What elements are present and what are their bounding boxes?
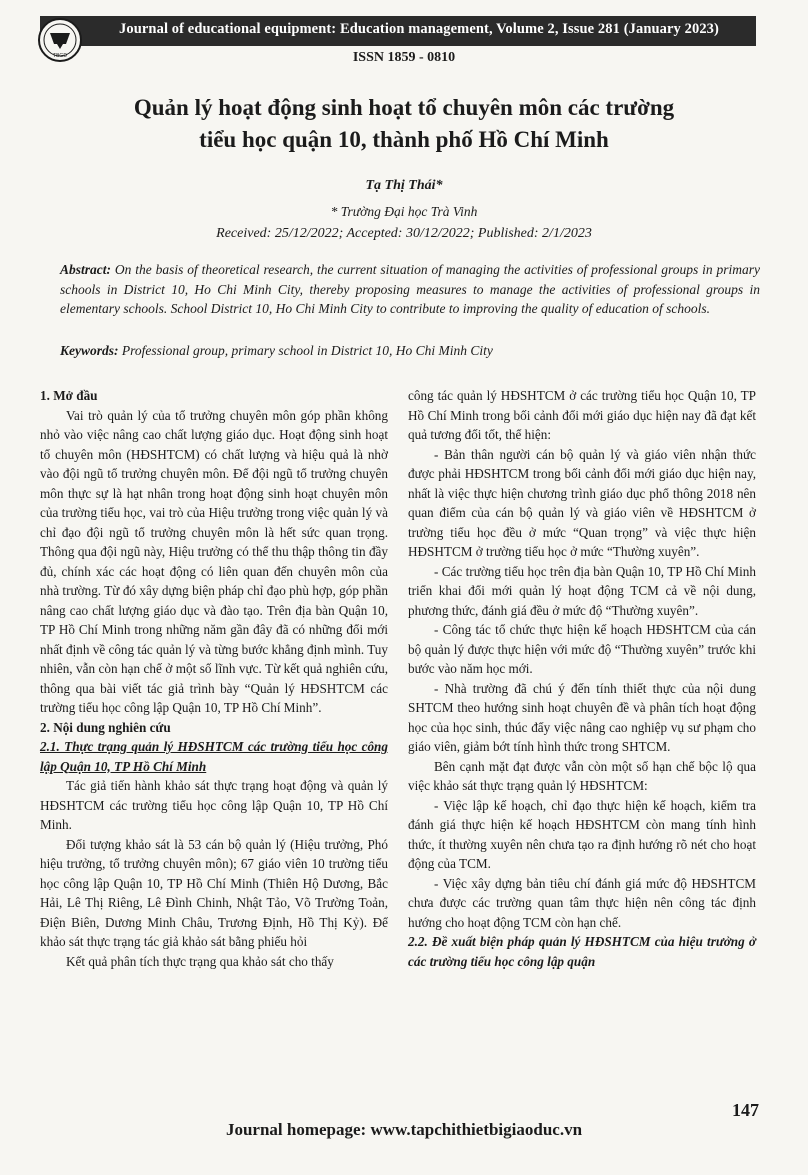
abstract-label: Abstract: <box>60 262 112 277</box>
abstract <box>60 260 760 319</box>
section-heading-content: 2. Nội dung nghiên cứu <box>40 719 171 735</box>
paragraph: Tác giả tiến hành khảo sát thực trạng hoạt động và quản lý HĐSHTCM các trường tiểu học công lập Quận 10, TP Hồ Chí Minh. <box>40 778 388 832</box>
section-heading-intro: 1. Mở đầu <box>40 388 98 403</box>
article-title <box>40 92 768 156</box>
paragraph: Vai trò quản lý của tổ trưởng chuyên môn góp phần không nhỏ vào việc nâng cao chất lượng giáo dục. Hoạt động sinh hoạt tổ chuyên môn (HĐSHTCM) có chất lượng và hiệu quả là nhờ vào đội ngũ tổ trưởng chuyên môn. Để đội ngũ tổ trưởng chuyên môn thực sự là hạt nhân trong hoạt động sinh hoạt chuyên môn của trường tiểu học, vai trò của Hiệu trưởng trong việc quản lý và chỉ đạo đội ngũ tổ trưởng chuyên môn là hết sức quan trọng. Thông qua đội ngũ này, Hiệu trưởng có thể thu thập thông tin đầy đủ, chính xác các hoạt động có liên quan đến chuyên môn của nhà trường. Từ đó xây dựng biện pháp chỉ đạo phù hợp, góp phần nâng cao chất lượng giáo dục và đào tạo. Trên địa bàn Quận 10, TP Hồ Chí Minh trong những năm gần đây đã có những đổi mới nhất định về công tác quản lý và từng bước khẳng định mình. Tuy nhiên, vẫn còn hạn chế ở một số lĩnh vực. Từ kết quả nghiên cứu, thông qua bài viết tác giả trình bày “Quản lý HĐSHTCM các trường tiểu học công lập Quận 10, TP Hồ Chí Minh”. <box>40 407 388 715</box>
keywords <box>60 343 760 359</box>
right-column <box>408 386 756 971</box>
publication-dates: Received: 25/12/2022; Accepted: 30/12/2022; Published: 2/1/2023 <box>216 226 592 241</box>
paragraph: - Nhà trường đã chú ý đến tính thiết thực của nội dung SHTCM theo hướng sinh hoạt chuyên đề và phân tích hoạt động học của học sinh, thúc đẩy việc nâng cao nghiệp vụ sư phạm cho giáo viên, giảm bớt tính hình thức trong SHTCM. <box>408 680 756 754</box>
paragraph: - Các trường tiểu học trên địa bàn Quận 10, TP Hồ Chí Minh triển khai đổi mới quản lý hoạt động TCM cả về nội dung, phương thức, đánh giá đều ở mức độ “Thường xuyên”. <box>408 563 756 618</box>
journal-header: Journal of educational equipment: Education management, Volume 2, Issue 281 (January 2023) <box>119 21 719 37</box>
paragraph: - Việc lập kế hoạch, chỉ đạo thực hiện kế hoạch, kiểm tra đánh giá thực hiện kế hoạch HĐSHTCM còn mang tính hình thức, ít thường xuyên nên chưa tạo ra định hướng rõ nét cho hoạt động của TCM. <box>408 797 756 871</box>
affiliation: * Trường Đại học Trà Vinh <box>330 204 478 219</box>
title-line-1: Quản lý hoạt động sinh hoạt tổ chuyên môn các trường <box>133 95 675 120</box>
left-column <box>40 386 388 971</box>
paragraph: - Công tác tổ chức thực hiện kế hoạch HĐSHTCM của cán bộ quản lý được thực hiện với mức độ “Thường xuyên” trước khi bước vào năm học mới. <box>408 622 756 676</box>
paragraph: Kết quả phân tích thực trạng qua khảo sát cho thấy <box>66 953 334 969</box>
keywords-text: Professional group, primary school in District 10, Ho Chi Minh City <box>121 343 493 358</box>
subsection-heading-2-2: 2.2. Đề xuất biện pháp quản lý HĐSHTCM của hiệu trưởng ở các trường tiểu học công lập quận <box>408 934 756 969</box>
journal-homepage: Journal homepage: www.tapchithietbigiaoduc.vn <box>225 1120 583 1139</box>
paragraph: - Bản thân người cán bộ quản lý và giáo viên nhận thức được phải HĐSHTCM trong bối cảnh đổi mới giáo dục hiện nay, nhất là việc thực hiện chương trình giáo dục phổ thông 2018 nên quan điểm của cán bộ quản lý và giáo viên về HĐSHTCM ở trường tiểu học đều ở mức “Quan trọng” và việc thực hiện HĐSHTCM ở trường tiểu học ở mức “Thường xuyên”. <box>408 446 756 559</box>
logo-text: TBGD <box>53 53 67 59</box>
abstract-text: On the basis of theoretical research, the current situation of managing the activities of professional groups in primary schools in District 10, Ho Chi Minh City, thereby proposing measures to manage the activities of professional groups in elementary schools. School District 10, Ho Chi Minh City to contribute to improving the quality of education of schools. <box>60 262 760 316</box>
title-line-2: tiểu học quận 10, thành phố Hồ Chí Minh <box>199 127 609 152</box>
page-number: 147 <box>732 1100 759 1120</box>
keywords-label: Keywords: <box>60 343 119 358</box>
paragraph: - Việc xây dựng bản tiêu chí đánh giá mức độ HĐSHTCM chưa được các trường quan tâm thực hiện nên công tác định hướng cho hoạt động TCM còn hạn chế. <box>408 875 756 930</box>
subsection-heading-2-1: 2.1. Thực trạng quản lý HĐSHTCM các trường tiểu học công lập Quận 10, TP Hồ Chí Minh <box>40 739 388 774</box>
paragraph: Bên cạnh mặt đạt được vẫn còn một số hạn chế bộc lộ qua việc khảo sát thực trạng quản lý HĐSHTCM: <box>408 758 756 793</box>
paragraph: Đối tượng khảo sát là 53 cán bộ quản lý (Hiệu trưởng, Phó hiệu trưởng, tổ trưởng chuyên môn); 67 giáo viên 10 trường tiểu học công lập Quận 10, TP Hồ Chí Minh (Thiên Hộ Dương, Bắc Hải, Lê Thị Riêng, Lê Đình Chinh, Nhật Tảo, Võ Trường Toản, Điện Biên, Dương Minh Châu, Trương Định, Hồ Thị Kỷ). Để khảo sát thực trạng tác giả khảo sát bằng phiếu hỏi <box>40 836 388 949</box>
issn: ISSN 1859 - 0810 <box>352 50 456 65</box>
paragraph: công tác quản lý HĐSHTCM ở các trường tiểu học Quận 10, TP Hồ Chí Minh trong bối cảnh đổi mới giáo dục hiện nay đã đạt kết quả tương đối tốt, thể hiện: <box>408 388 756 442</box>
author: Tạ Thị Thái* <box>365 178 443 193</box>
